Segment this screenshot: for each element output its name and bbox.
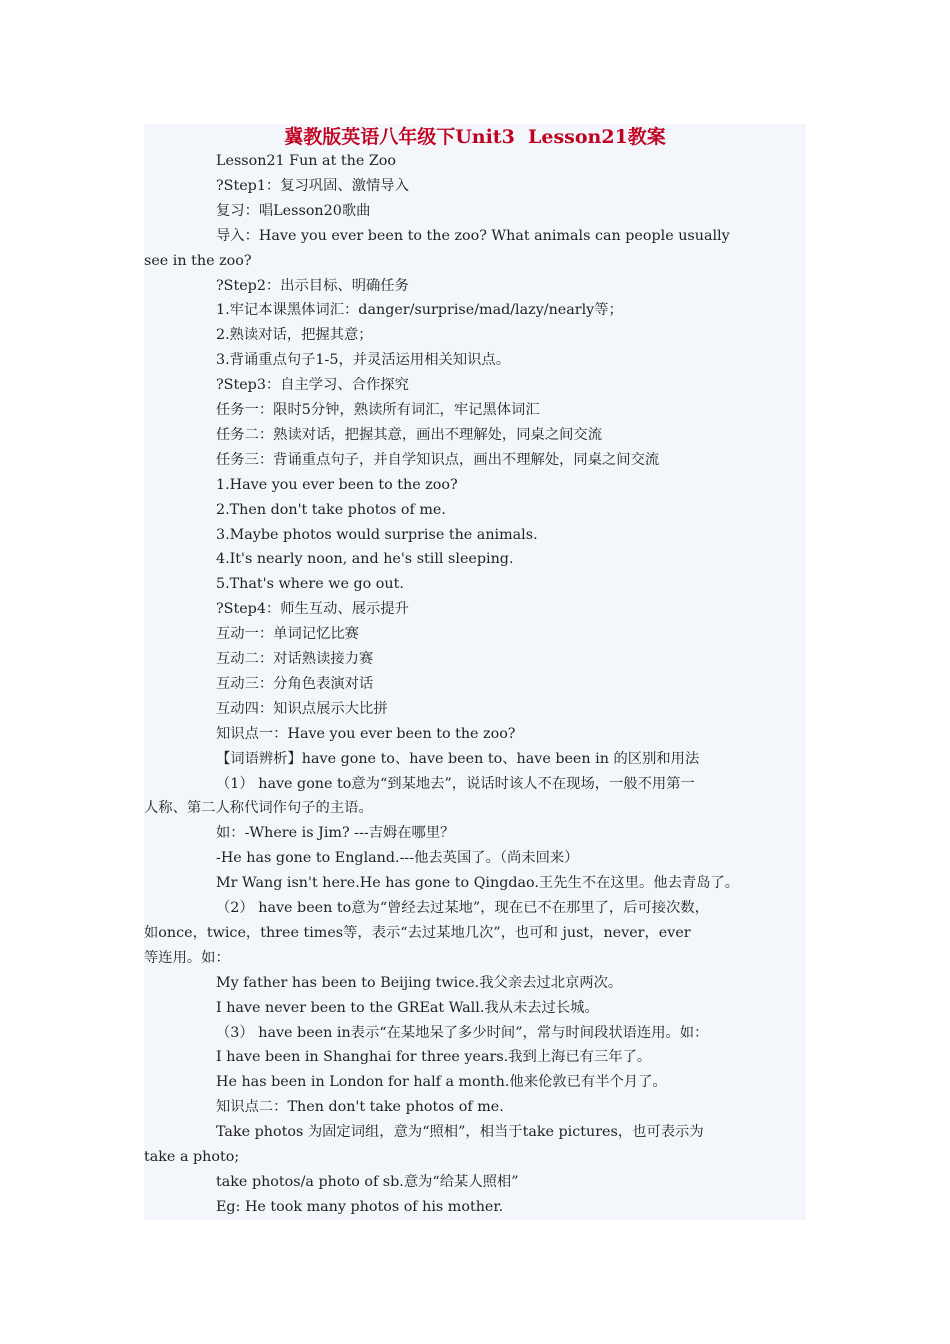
text-line: （2） have been to意为“曾经去过某地”，现在已不在那里了，后可接次数， [216, 900, 709, 916]
text-line: 【词语辨析】have gone to、have been to、have been in 的区别和用法 [216, 750, 700, 767]
text-line: 3.Maybe photos would surprise the animals. [216, 526, 538, 543]
text-line: 互动四：知识点展示大比拼 [216, 700, 388, 717]
text-line: 任务一：限时5分钟，熟读所有词汇，牢记黑体词汇 [216, 402, 540, 418]
text-line: （3） have been in表示“在某地呆了多少时间”，常与时间段状语连用。如： [216, 1024, 709, 1041]
text-line: 知识点二：Then don't take photos of me. [216, 1099, 504, 1116]
document-title: 冀教版英语八年级下Unit3 Lesson21教案 [284, 126, 666, 148]
text-line: 互动三：分角色表演对话 [216, 675, 374, 692]
text-line: ?Step1：复习巩固、激情导入 [216, 177, 409, 194]
text-line: I have been in Shanghai for three years.我到上海已有三年了。 [216, 1049, 652, 1066]
text-line: take a photo; [144, 1149, 240, 1165]
text-line: 1.Have you ever been to the zoo? [216, 476, 458, 493]
text-line: ?Step4：师生互动、展示提升 [216, 601, 409, 618]
text-line: 如once，twice，three times等，表示“去过某地几次”，也可和 just，never，ever [144, 924, 691, 941]
text-line: 导入：Have you ever been to the zoo? What animals can people usually [216, 227, 730, 244]
text-line: （1） have gone to意为“到某地去”，说话时该人不在现场，一般不用第一 [216, 775, 695, 792]
text-line: -He has gone to England.---他去英国了。（尚未回来） [216, 850, 579, 867]
text-line: 2.Then don't take photos of me. [216, 501, 446, 518]
text-line: ?Step2：出示目标、明确任务 [216, 277, 409, 294]
text-line: 任务二：熟读对话，把握其意，画出不理解处，同桌之间交流 [216, 426, 603, 443]
text-line: take photos/a photo of sb.意为“给某人照相” [216, 1173, 519, 1190]
text-line: 如：-Where is Jim? ---吉姆在哪里？ [216, 825, 455, 842]
text-line: Eg: He took many photos of his mother. [216, 1198, 504, 1215]
text-line: 1.牢记本课黑体词汇：danger/surprise/mad/lazy/nearly等； [216, 302, 623, 319]
text-line: Mr Wang isn't here.He has gone to Qingdao.王先生不在这里。他去青岛了。 [216, 875, 740, 892]
text-line: 等连用。如： [144, 949, 230, 966]
document-page [144, 124, 806, 1220]
text-line: 人称、第二人称代词作句子的主语。 [144, 800, 373, 817]
text-line: 4.It's nearly noon, and he's still sleeping. [216, 551, 514, 568]
text-line: see in the zoo? [144, 252, 252, 269]
text-line: Take photos 为固定词组，意为“照相”，相当于take pictures，也可表示为 [216, 1124, 704, 1141]
text-line: Lesson21 Fun at the Zoo [216, 153, 396, 169]
text-line: He has been in London for half a month.他来伦敦已有半个月了。 [216, 1074, 667, 1091]
text-line: 互动二：对话熟读接力赛 [216, 651, 374, 667]
text-line: ?Step3：自主学习、合作探究 [216, 377, 409, 394]
text-line: 2.熟读对话，把握其意； [216, 327, 373, 344]
text-line: I have never been to the GREat Wall.我从未去过长城。 [216, 999, 599, 1016]
text-line: 互动一：单词记忆比赛 [216, 626, 359, 643]
text-line: 复习：唱Lesson20歌曲 [216, 202, 371, 219]
text-line: 5.That's where we go out. [216, 576, 404, 593]
text-line: 任务三：背诵重点句子，并自学知识点，画出不理解处，同桌之间交流 [216, 451, 660, 468]
text-line: My father has been to Beijing twice.我父亲去过北京两次。 [216, 974, 623, 991]
text-line: 3.背诵重点句子1-5，并灵活运用相关知识点。 [216, 352, 511, 369]
text-line: 知识点一：Have you ever been to the zoo? [216, 725, 516, 742]
